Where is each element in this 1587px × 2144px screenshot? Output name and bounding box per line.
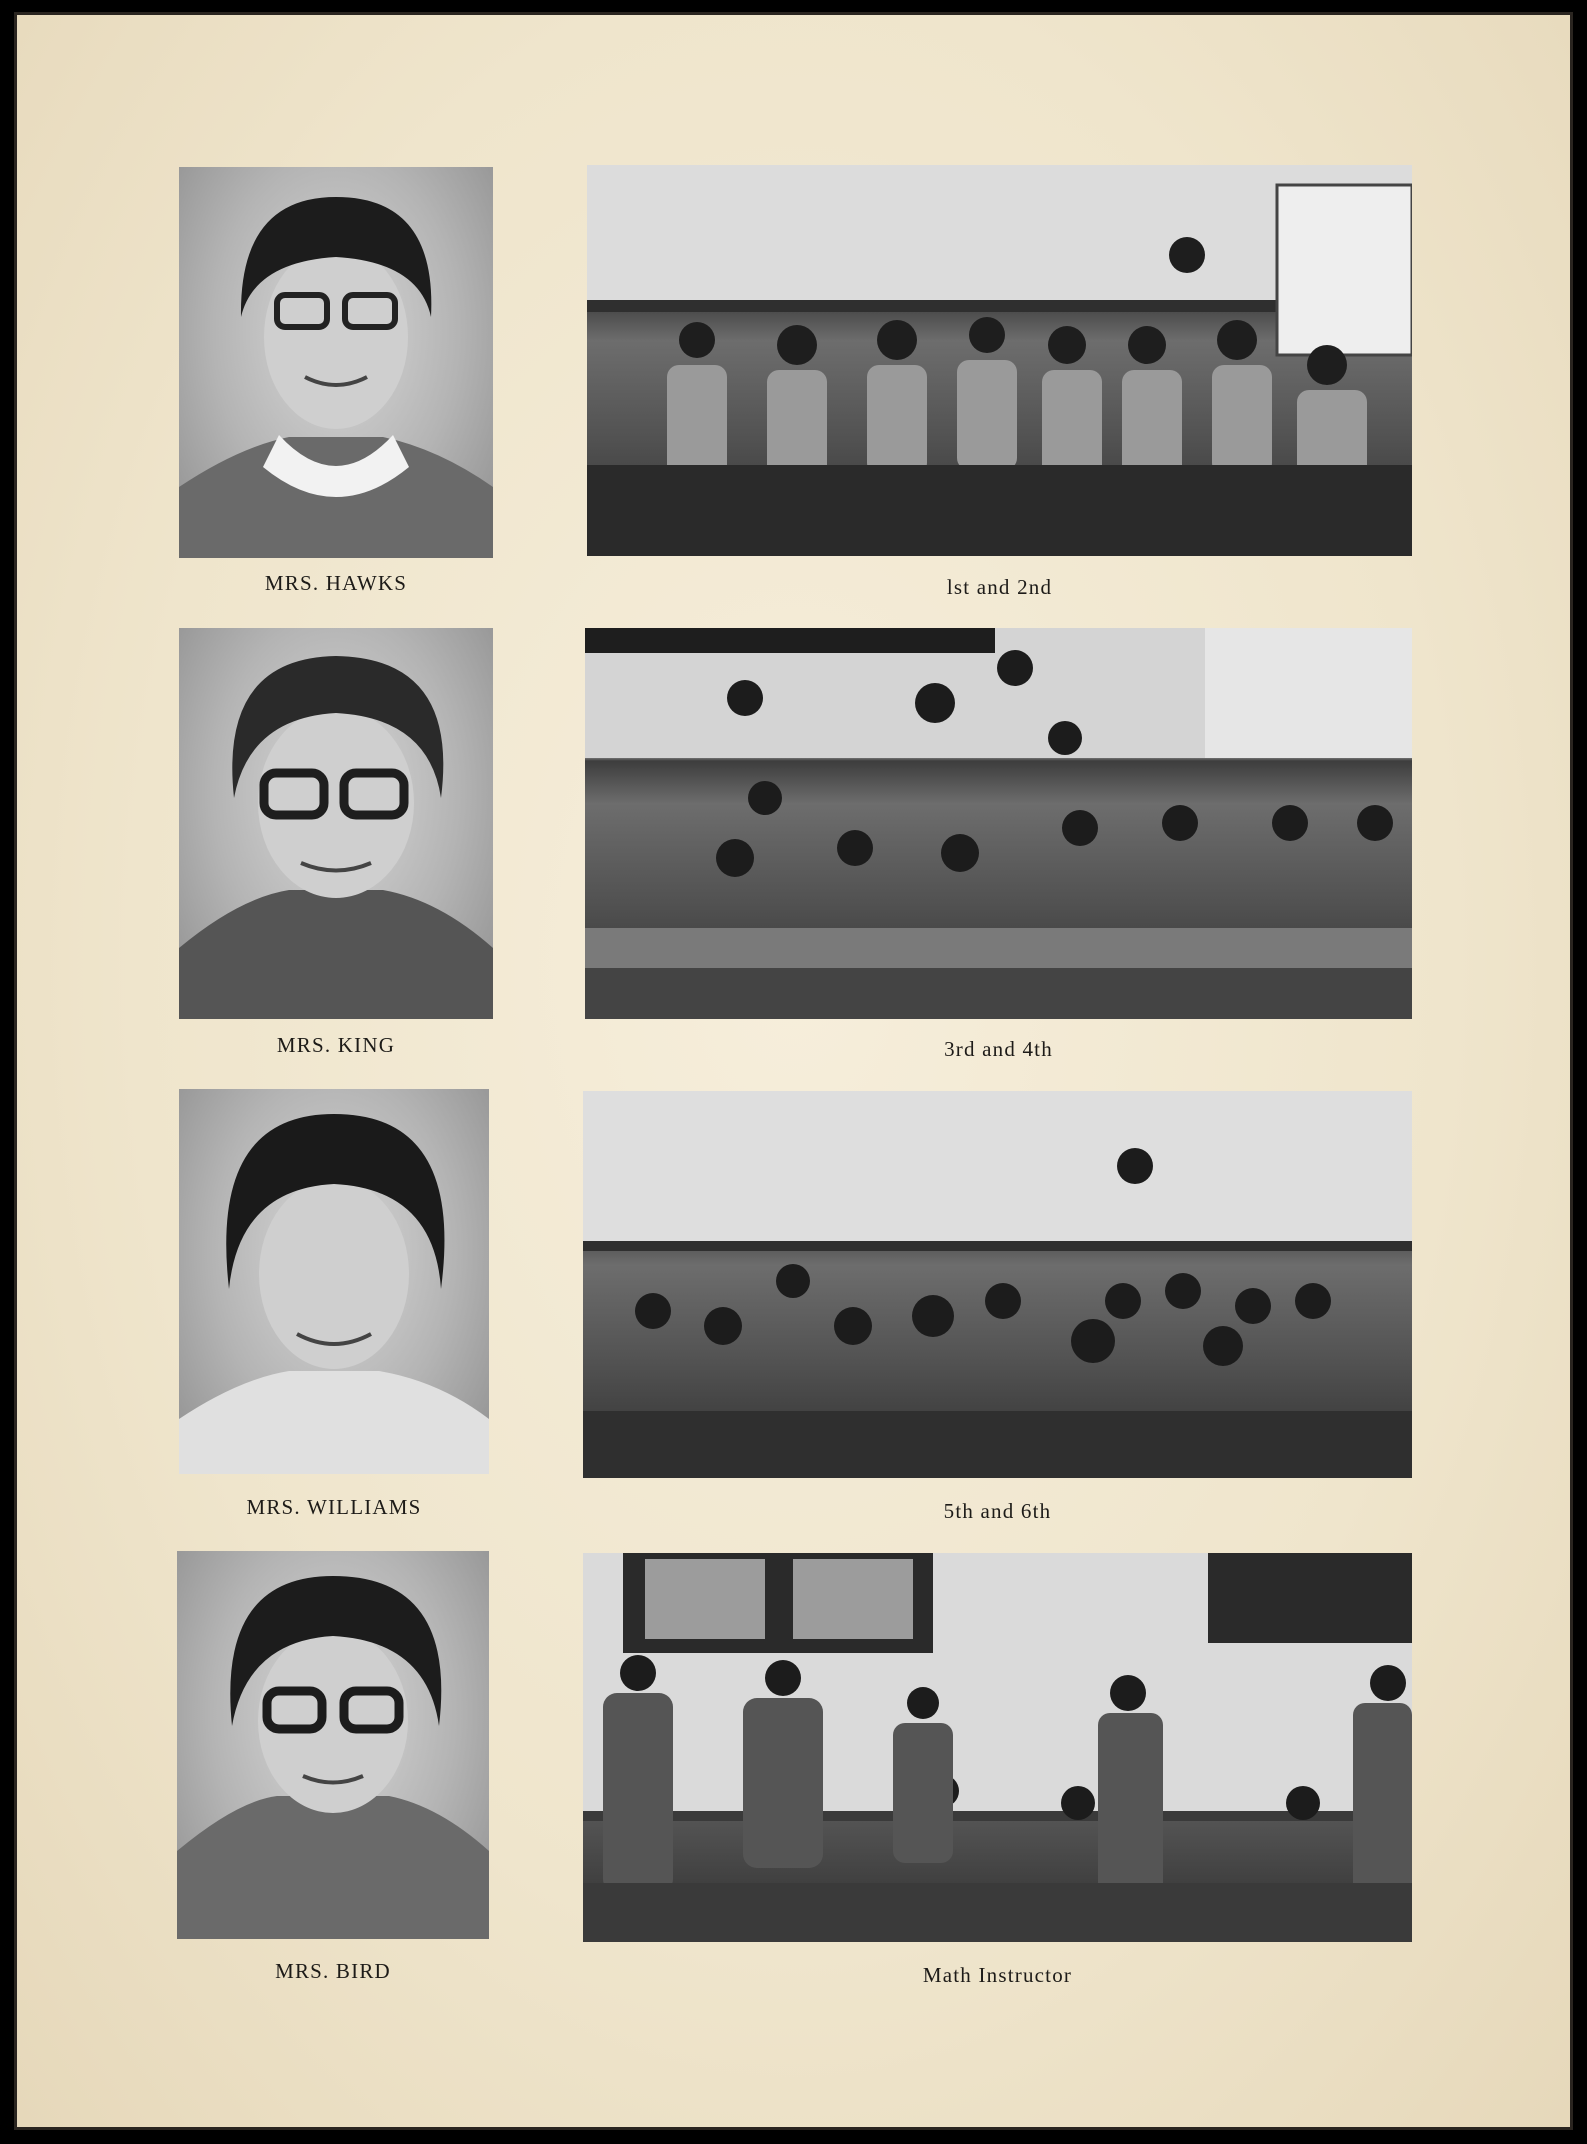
teacher-portrait-williams bbox=[179, 1089, 489, 1474]
class-photo-math bbox=[583, 1553, 1412, 1942]
teacher-portrait-king bbox=[179, 628, 493, 1019]
teacher-caption-bird: MRS. BIRD bbox=[275, 1959, 391, 1983]
class-photo-5th-6th bbox=[583, 1091, 1412, 1478]
class-caption-1st-2nd: lst and 2nd bbox=[946, 575, 1053, 599]
class-photo-3rd-4th bbox=[585, 628, 1412, 1019]
class-caption-5th-6th: 5th and 6th bbox=[943, 1499, 1052, 1523]
class-caption-math: Math Instructor bbox=[922, 1963, 1073, 1987]
teacher-caption-hawks: MRS. HAWKS bbox=[264, 571, 408, 595]
teacher-portrait-hawks bbox=[179, 167, 493, 558]
teacher-caption-king: MRS. KING bbox=[276, 1033, 396, 1057]
class-photo-1st-2nd bbox=[587, 165, 1412, 556]
teacher-caption-williams: MRS. WILLIAMS bbox=[246, 1495, 422, 1519]
class-caption-3rd-4th: 3rd and 4th bbox=[944, 1037, 1053, 1061]
yearbook-page bbox=[14, 12, 1573, 2130]
teacher-portrait-bird bbox=[177, 1551, 489, 1939]
